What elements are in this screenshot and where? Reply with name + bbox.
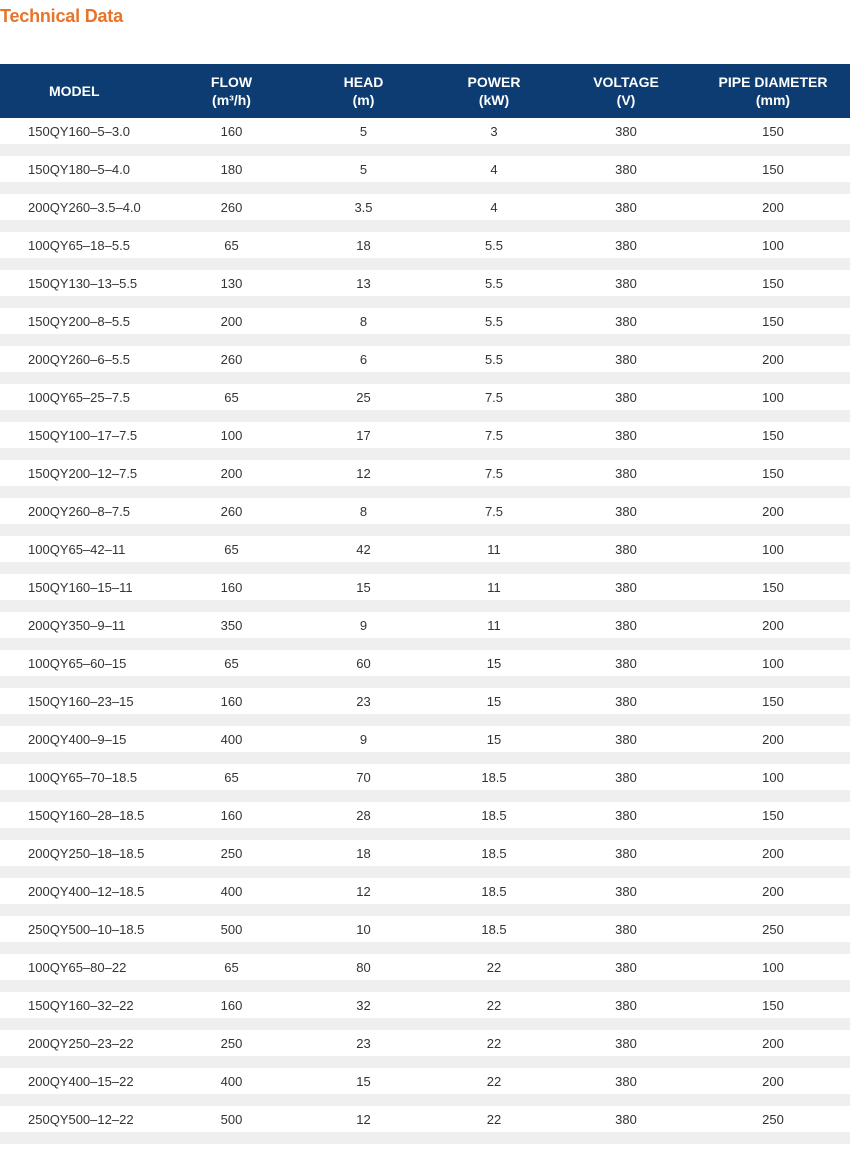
- table-row: [0, 726, 850, 764]
- cell-voltage: 380: [556, 498, 696, 536]
- table-row: [0, 574, 850, 612]
- cell-voltage: 380: [556, 802, 696, 840]
- cell-head: 8: [295, 498, 432, 536]
- cell-head: 3.5: [295, 194, 432, 232]
- header-head: HEAD (m): [295, 64, 432, 118]
- cell-flow: 200: [168, 460, 295, 498]
- cell-power: 22: [432, 1068, 556, 1106]
- cell-model: 200QY250–18–18.5: [0, 840, 168, 878]
- table-row: [0, 840, 850, 878]
- cell-flow: 200: [168, 308, 295, 346]
- cell-model: 100QY65–25–7.5: [0, 384, 168, 422]
- cell-head: 12: [295, 460, 432, 498]
- table-row: [0, 992, 850, 1030]
- table-row: [0, 346, 850, 384]
- cell-voltage: 380: [556, 1030, 696, 1068]
- cell-pipe-diameter: 200: [696, 498, 850, 536]
- cell-pipe-diameter: 150: [696, 574, 850, 612]
- cell-flow: 400: [168, 878, 295, 916]
- cell-pipe-diameter: 200: [696, 726, 850, 764]
- cell-model: 150QY200–8–5.5: [0, 308, 168, 346]
- cell-pipe-diameter: 150: [696, 460, 850, 498]
- cell-power: 4: [432, 156, 556, 194]
- cell-model: 150QY180–5–4.0: [0, 156, 168, 194]
- table-row: [0, 308, 850, 346]
- cell-power: 22: [432, 992, 556, 1030]
- cell-model: 200QY260–3.5–4.0: [0, 194, 168, 232]
- table-row: [0, 1106, 850, 1144]
- cell-voltage: 380: [556, 346, 696, 384]
- cell-voltage: 380: [556, 574, 696, 612]
- cell-flow: 400: [168, 726, 295, 764]
- cell-pipe-diameter: 250: [696, 916, 850, 954]
- table-header-row: [0, 64, 850, 118]
- cell-flow: 160: [168, 688, 295, 726]
- cell-model: 200QY350–9–11: [0, 612, 168, 650]
- cell-pipe-diameter: 200: [696, 1068, 850, 1106]
- cell-power: 7.5: [432, 498, 556, 536]
- cell-flow: 250: [168, 840, 295, 878]
- cell-pipe-diameter: 150: [696, 688, 850, 726]
- cell-flow: 65: [168, 384, 295, 422]
- cell-flow: 160: [168, 992, 295, 1030]
- cell-voltage: 380: [556, 1106, 696, 1144]
- cell-flow: 65: [168, 954, 295, 992]
- cell-pipe-diameter: 200: [696, 194, 850, 232]
- cell-pipe-diameter: 100: [696, 764, 850, 802]
- cell-model: 150QY200–12–7.5: [0, 460, 168, 498]
- table-row: [0, 1068, 850, 1106]
- cell-voltage: 380: [556, 422, 696, 460]
- cell-voltage: 380: [556, 384, 696, 422]
- cell-head: 18: [295, 232, 432, 270]
- cell-power: 15: [432, 726, 556, 764]
- cell-flow: 180: [168, 156, 295, 194]
- cell-head: 6: [295, 346, 432, 384]
- technical-data-table: [0, 64, 850, 1144]
- cell-pipe-diameter: 100: [696, 650, 850, 688]
- cell-head: 70: [295, 764, 432, 802]
- cell-head: 17: [295, 422, 432, 460]
- cell-flow: 500: [168, 1106, 295, 1144]
- cell-model: 100QY65–70–18.5: [0, 764, 168, 802]
- cell-model: 100QY65–42–11: [0, 536, 168, 574]
- cell-model: 200QY260–6–5.5: [0, 346, 168, 384]
- cell-power: 5.5: [432, 232, 556, 270]
- cell-head: 15: [295, 1068, 432, 1106]
- cell-power: 7.5: [432, 384, 556, 422]
- cell-head: 42: [295, 536, 432, 574]
- cell-voltage: 380: [556, 916, 696, 954]
- cell-head: 25: [295, 384, 432, 422]
- cell-head: 23: [295, 688, 432, 726]
- header-voltage: VOLTAGE (V): [556, 64, 696, 118]
- cell-head: 18: [295, 840, 432, 878]
- cell-power: 22: [432, 1106, 556, 1144]
- cell-pipe-diameter: 150: [696, 308, 850, 346]
- cell-voltage: 380: [556, 878, 696, 916]
- cell-pipe-diameter: 100: [696, 232, 850, 270]
- table-row: [0, 1030, 850, 1068]
- cell-pipe-diameter: 150: [696, 992, 850, 1030]
- cell-model: 150QY160–15–11: [0, 574, 168, 612]
- table-row: [0, 536, 850, 574]
- cell-model: 100QY65–80–22: [0, 954, 168, 992]
- cell-power: 15: [432, 650, 556, 688]
- cell-flow: 65: [168, 232, 295, 270]
- table-row: [0, 612, 850, 650]
- cell-model: 100QY65–18–5.5: [0, 232, 168, 270]
- cell-power: 18.5: [432, 916, 556, 954]
- cell-power: 4: [432, 194, 556, 232]
- cell-pipe-diameter: 100: [696, 954, 850, 992]
- cell-power: 22: [432, 1030, 556, 1068]
- cell-power: 11: [432, 574, 556, 612]
- cell-pipe-diameter: 200: [696, 878, 850, 916]
- cell-voltage: 380: [556, 232, 696, 270]
- cell-flow: 250: [168, 1030, 295, 1068]
- cell-head: 23: [295, 1030, 432, 1068]
- cell-head: 10: [295, 916, 432, 954]
- cell-voltage: 380: [556, 840, 696, 878]
- cell-pipe-diameter: 200: [696, 1030, 850, 1068]
- cell-power: 5.5: [432, 308, 556, 346]
- cell-power: 7.5: [432, 460, 556, 498]
- cell-power: 7.5: [432, 422, 556, 460]
- table-row: [0, 878, 850, 916]
- cell-power: 18.5: [432, 840, 556, 878]
- table-row: [0, 954, 850, 992]
- cell-voltage: 380: [556, 650, 696, 688]
- cell-flow: 500: [168, 916, 295, 954]
- cell-voltage: 380: [556, 726, 696, 764]
- cell-pipe-diameter: 100: [696, 536, 850, 574]
- table-row: [0, 270, 850, 308]
- cell-voltage: 380: [556, 156, 696, 194]
- table-row: [0, 802, 850, 840]
- header-model: MODEL: [0, 64, 168, 118]
- header-power: POWER (kW): [432, 64, 556, 118]
- cell-model: 100QY65–60–15: [0, 650, 168, 688]
- cell-flow: 160: [168, 118, 295, 156]
- cell-power: 5.5: [432, 270, 556, 308]
- table-row: [0, 422, 850, 460]
- table-body: [0, 118, 850, 1144]
- cell-power: 15: [432, 688, 556, 726]
- cell-model: 200QY400–12–18.5: [0, 878, 168, 916]
- cell-model: 200QY400–9–15: [0, 726, 168, 764]
- cell-head: 5: [295, 118, 432, 156]
- cell-model: 150QY160–32–22: [0, 992, 168, 1030]
- table-row: [0, 650, 850, 688]
- cell-head: 9: [295, 612, 432, 650]
- cell-voltage: 380: [556, 954, 696, 992]
- cell-head: 5: [295, 156, 432, 194]
- cell-head: 32: [295, 992, 432, 1030]
- cell-voltage: 380: [556, 992, 696, 1030]
- table-row: [0, 118, 850, 156]
- cell-head: 9: [295, 726, 432, 764]
- cell-flow: 130: [168, 270, 295, 308]
- cell-model: 250QY500–10–18.5: [0, 916, 168, 954]
- cell-model: 200QY400–15–22: [0, 1068, 168, 1106]
- cell-model: 250QY500–12–22: [0, 1106, 168, 1144]
- cell-model: 200QY260–8–7.5: [0, 498, 168, 536]
- table-row: [0, 688, 850, 726]
- cell-power: 11: [432, 612, 556, 650]
- cell-model: 200QY250–23–22: [0, 1030, 168, 1068]
- header-flow: FLOW (m³/h): [168, 64, 295, 118]
- cell-voltage: 380: [556, 194, 696, 232]
- cell-pipe-diameter: 150: [696, 156, 850, 194]
- cell-model: 150QY160–5–3.0: [0, 118, 168, 156]
- cell-pipe-diameter: 100: [696, 384, 850, 422]
- cell-model: 150QY160–28–18.5: [0, 802, 168, 840]
- cell-voltage: 380: [556, 688, 696, 726]
- cell-pipe-diameter: 200: [696, 840, 850, 878]
- page-title: Technical Data: [0, 6, 123, 26]
- cell-voltage: 380: [556, 764, 696, 802]
- cell-flow: 260: [168, 498, 295, 536]
- cell-power: 11: [432, 536, 556, 574]
- cell-flow: 65: [168, 764, 295, 802]
- cell-head: 8: [295, 308, 432, 346]
- cell-model: 150QY130–13–5.5: [0, 270, 168, 308]
- cell-head: 12: [295, 878, 432, 916]
- table-row: [0, 156, 850, 194]
- cell-head: 60: [295, 650, 432, 688]
- cell-pipe-diameter: 250: [696, 1106, 850, 1144]
- cell-flow: 65: [168, 650, 295, 688]
- cell-voltage: 380: [556, 612, 696, 650]
- cell-voltage: 380: [556, 1068, 696, 1106]
- cell-flow: 100: [168, 422, 295, 460]
- cell-flow: 160: [168, 802, 295, 840]
- cell-pipe-diameter: 200: [696, 612, 850, 650]
- header-pipe-diameter: PIPE DIAMETER (mm): [696, 64, 850, 118]
- cell-model: 150QY160–23–15: [0, 688, 168, 726]
- cell-power: 22: [432, 954, 556, 992]
- cell-head: 12: [295, 1106, 432, 1144]
- cell-model: 150QY100–17–7.5: [0, 422, 168, 460]
- cell-voltage: 380: [556, 308, 696, 346]
- table-row: [0, 194, 850, 232]
- cell-flow: 260: [168, 194, 295, 232]
- cell-flow: 65: [168, 536, 295, 574]
- cell-voltage: 380: [556, 460, 696, 498]
- cell-flow: 160: [168, 574, 295, 612]
- cell-head: 28: [295, 802, 432, 840]
- cell-head: 80: [295, 954, 432, 992]
- cell-pipe-diameter: 150: [696, 422, 850, 460]
- cell-voltage: 380: [556, 118, 696, 156]
- cell-pipe-diameter: 150: [696, 118, 850, 156]
- cell-power: 18.5: [432, 802, 556, 840]
- table-row: [0, 916, 850, 954]
- cell-voltage: 380: [556, 270, 696, 308]
- table-row: [0, 460, 850, 498]
- cell-power: 18.5: [432, 764, 556, 802]
- table-row: [0, 764, 850, 802]
- cell-pipe-diameter: 150: [696, 270, 850, 308]
- table-row: [0, 384, 850, 422]
- cell-head: 15: [295, 574, 432, 612]
- cell-power: 3: [432, 118, 556, 156]
- cell-flow: 350: [168, 612, 295, 650]
- cell-voltage: 380: [556, 536, 696, 574]
- table-row: [0, 498, 850, 536]
- cell-power: 5.5: [432, 346, 556, 384]
- table-row: [0, 232, 850, 270]
- cell-flow: 260: [168, 346, 295, 384]
- cell-power: 18.5: [432, 878, 556, 916]
- cell-pipe-diameter: 200: [696, 346, 850, 384]
- cell-flow: 400: [168, 1068, 295, 1106]
- cell-head: 13: [295, 270, 432, 308]
- cell-pipe-diameter: 150: [696, 802, 850, 840]
